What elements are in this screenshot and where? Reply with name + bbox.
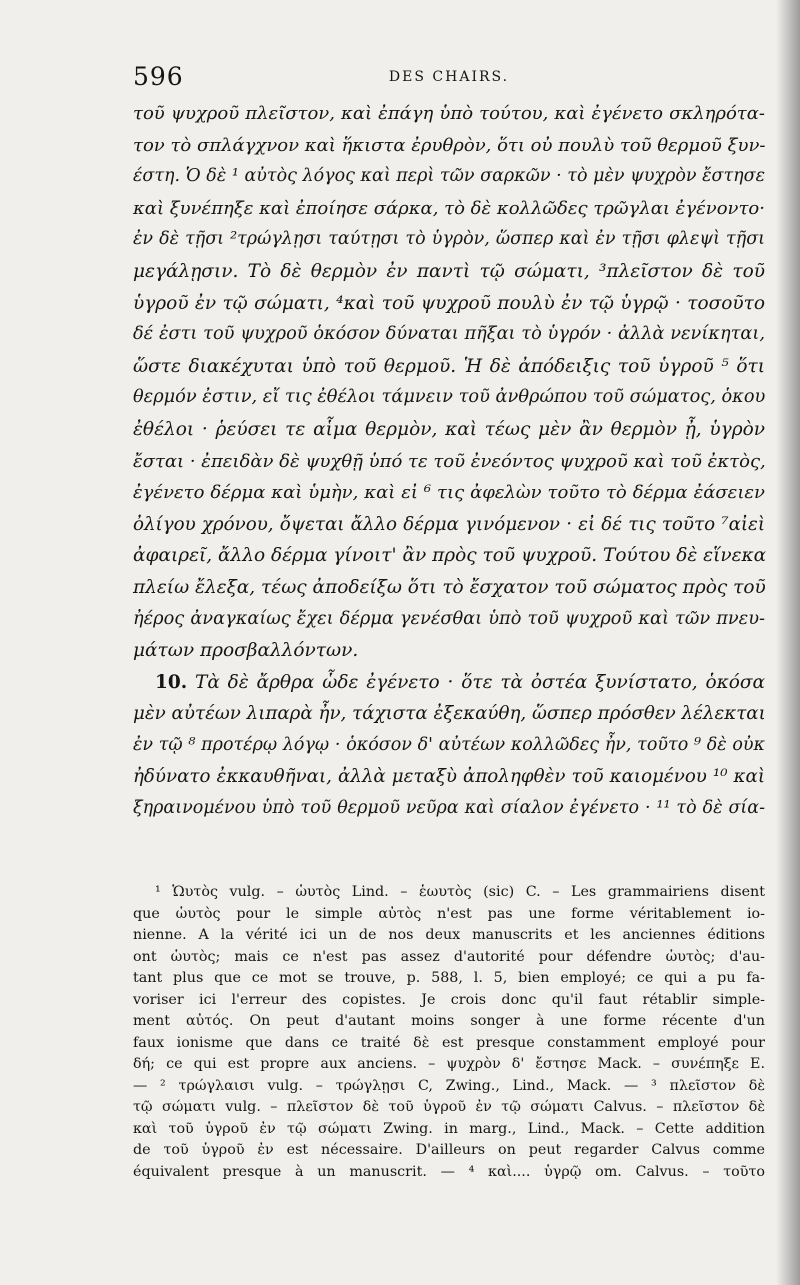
text-line: ὀλίγου χρόνου, ὄψεται ἄλλο δέρμα γινόμενον · εἰ δέ τις τοῦτο ⁷αἰεὶ: [133, 513, 765, 535]
text-line: ἐν δὲ τῇσι ²τρώγλῃσι ταύτῃσι τὸ ὑγρὸν, ὥσπερ καὶ ἐν τῇσι φλεψὶ τῇσι: [133, 229, 765, 250]
footnote-line: καὶ τοῦ ὑγροῦ ἐν τῷ σώματι Zwing. in marg., Lind., Mack. – Cette addition: [133, 1120, 765, 1137]
footnote-line: τῷ σώματι vulg. – πλεῖστον δὲ τοῦ ὑγροῦ ἐν τῷ σώματι Calvus. – πλεῖστον δὲ: [133, 1099, 765, 1115]
text-line: τον τὸ σπλάγχνον καὶ ἥκιστα ἐρυθρὸν, ὅτι οὐ πουλὺ τοῦ θερμοῦ ξυν-: [133, 134, 766, 156]
footnote-line: — ² τρώγλαισι vulg. – τρώγλῃσι C, Zwing., Lind., Mack. — ³ πλεῖστον δὲ: [133, 1077, 765, 1094]
footnote-line: nienne. A la vérité ici un de nos deux manuscrits et les anciennes éditions: [133, 927, 765, 943]
page-number: 596: [133, 62, 184, 91]
section-10-first-line: [133, 667, 765, 699]
text-line: μὲν αὐτέων λιπαρὰ ἦν, τάχιστα ἐξεκαύθη, ὥσπερ πρόσθεν λέλεκται: [133, 703, 766, 725]
footnote-line: voriser ici l'erreur des copistes. Je crois donc qu'il faut rétablir simple-: [133, 991, 765, 1008]
text-line: ὑγροῦ ἐν τῷ σώματι, ⁴καὶ τοῦ ψυχροῦ πουλὺ ἐν τῷ ὑγρῷ · τοσοῦτο: [133, 292, 765, 314]
text-line: ἔσται · ἐπειδὰν δὲ ψυχθῇ ὑπό τε τοῦ ἐνεόντος ψυχροῦ καὶ τοῦ ἐκτὸς,: [133, 450, 766, 472]
footnote-line: ont ὡυτὸς; mais ce n'est pas assez d'autorité pour défendre ὡυτὸς; d'au-: [133, 948, 765, 965]
text-line: ἀφαιρεῖ, ἄλλο δέρμα γίνοιτ' ἂν πρὸς τοῦ ψυχροῦ. Τούτου δὲ εἵνεκα: [133, 545, 767, 567]
text-line: μεγάλῃσιν. Τὸ δὲ θερμὸν ἐν παντὶ τῷ σώματι, ³πλεῖστον δὲ τοῦ: [133, 260, 765, 282]
text-line: τοῦ ψυχροῦ πλεῖστον, καὶ ἐπάγη ὑπὸ τούτου, καὶ ἐγένετο σκληρότα-: [133, 103, 765, 124]
footnote-line: que ὡυτὸς pour le simple αὐτὸς n'est pas une forme véritablement io-: [133, 905, 765, 922]
text-line: ἠδύνατο ἐκκαυθῆναι, ἀλλὰ μεταξὺ ἀποληφθὲν τοῦ καιομένου ¹⁰ καὶ: [133, 766, 765, 788]
text-line: πλείω ἔλεξα, τέως ἀποδείξω ὅτι τὸ ἔσχατον τοῦ σώματος πρὸς τοῦ: [133, 576, 766, 598]
footnote-line: ¹ Ὡυτὸς vulg. – ὡυτὸς Lind. – ἑωυτὸς (sic) C. – Les grammairiens disent: [155, 884, 765, 900]
page-header: [133, 62, 765, 92]
text-line: έστη. Ὁ δὲ ¹ αὐτὸς λόγος καὶ περὶ τῶν σαρκῶν · τὸ μὲν ψυχρὸν ἔστησε: [133, 166, 765, 187]
footnote-line: δή; ce qui est propre aux anciens. – ψυχρὸν δ' ἔστησε Mack. – συνέπηξε E.: [133, 1056, 765, 1072]
section-10-text: Τὰ δὲ ἄρθρα ὧδε ἐγένετο · ὅτε τὰ ὀστέα ξυνίστατο, ὁκόσα: [195, 671, 765, 693]
footnote-line: ment αὐτός. On peut d'autant moins songer à une forme récente d'un: [133, 1013, 765, 1029]
footnotes: [133, 882, 765, 1183]
text-line: δέ ἐστι τοῦ ψυχροῦ ὁκόσον δύναται πῆξαι τὸ ὑγρόν · ἀλλὰ νενίκηται,: [133, 324, 765, 345]
footnote-line: faux ionisme que dans ce traité δὲ est presque constamment employé pour: [133, 1034, 765, 1051]
text-line: ἐθέλοι · ῥεύσει τε αἷμα θερμὸν, καὶ τέως μὲν ἂν θερμὸν ᾖ, ὑγρὸν: [133, 418, 765, 440]
text-line: ἐγένετο δέρμα καὶ ὑμὴν, καὶ εἰ ⁶ τις ἀφελὼν τοῦτο τὸ δέρμα ἐάσειεν: [133, 482, 765, 504]
text-line: ὥστε διακέχυται ὑπὸ τοῦ θερμοῦ. Ἡ δὲ ἀπόδειξις τοῦ ὑγροῦ ⁵ ὅτι: [133, 355, 765, 377]
text-line: μάτων προσβαλλόντων.: [133, 640, 359, 662]
text-line: ἐν τῷ ⁸ προτέρῳ λόγῳ · ὁκόσον δ' αὐτέων κολλῶδες ἦν, τοῦτο ⁹ δὲ οὐκ: [133, 734, 765, 755]
text-line: ἠέρος ἀναγκαίως ἔχει δέρμα γενέσθαι ὑπὸ τοῦ ψυχροῦ καὶ τῶν πνευ-: [133, 608, 765, 629]
footnote-line: équivalent presque à un manuscrit. — ⁴ καὶ.... ὑγρῷ om. Calvus. – τοῦτο: [133, 1163, 765, 1180]
page-gutter-shadow: [776, 0, 800, 1285]
footnote-line: tant plus que ce mot se trouve, p. 588, l. 5, bien employé; ce qui a pu fa-: [133, 970, 765, 986]
text-line: θερμόν ἐστιν, εἴ τις ἐθέλοι τάμνειν τοῦ ἀνθρώπου τοῦ σώματος, ὁκου: [133, 387, 766, 408]
section-number: 10.: [155, 671, 188, 693]
text-line: ξηραινομένου ὑπὸ τοῦ θερμοῦ νεῦρα καὶ σίαλον ἐγένετο · ¹¹ τὸ δὲ σία-: [133, 798, 765, 819]
main-text: [133, 98, 765, 825]
running-head: DES CHAIRS.: [388, 69, 510, 85]
text-line: καὶ ξυνέπηξε καὶ ἐποίησε σάρκα, τὸ δὲ κολλῶδες τρῶγλαι ἐγένοντο·: [133, 197, 765, 219]
footnote-line: de τοῦ ὑγροῦ ἐν est nécessaire. D'ailleurs on peut regarder Calvus comme: [133, 1142, 765, 1158]
